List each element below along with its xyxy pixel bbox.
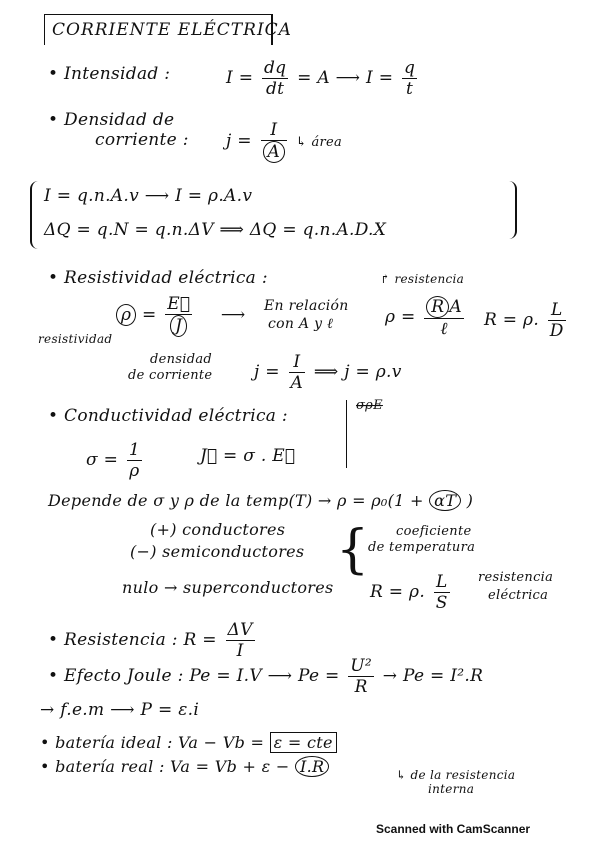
resistencia-electrica-1: resistencia <box>478 570 554 585</box>
intensidad-eq1-lhs: I = <box>226 68 254 88</box>
sigma-frac-num: 1 <box>128 440 140 460</box>
bateria-ideal-label: • batería ideal : Va − Vb = <box>40 733 265 752</box>
joule-rhs: → Pe = I².R <box>382 666 484 686</box>
densidad-area-note: ↳ área <box>295 135 343 150</box>
rho-frac-A: A <box>449 297 462 317</box>
relation-1: I = q.n.A.v ⟶ I = ρ.A.v <box>44 186 253 206</box>
densidad-note-2: de corriente <box>128 368 213 383</box>
joule-label: • Efecto Joule : Pe = I.V ⟶ Pe = <box>48 666 340 686</box>
rho-frac-den: ℓ <box>440 319 448 339</box>
resistividad-arrow: ⟶ <box>220 305 246 325</box>
resistencia-frac-den: I <box>236 641 244 661</box>
bateria-real-line <box>40 756 329 777</box>
j-equation <box>254 352 402 393</box>
rho-frac-R: R <box>426 296 449 318</box>
resistividad-side-note: resistividad <box>38 332 113 346</box>
j-eq-lhs: j = <box>254 362 280 382</box>
bateria-ideal-box: ε = cte <box>270 732 337 753</box>
resistividad-eq: = <box>142 305 157 325</box>
bateria-real-circled: I.R <box>295 756 329 777</box>
j-frac-num: I <box>289 352 306 373</box>
page-title: CORRIENTE ELÉCTRICA <box>52 20 292 40</box>
J-equation: J⃗ = σ . E⃗ <box>200 446 296 466</box>
conductores: (+) conductores <box>150 520 286 539</box>
intensidad-frac1-den: dt <box>266 79 285 99</box>
interna-note-1: ↳ de la resistencia <box>396 768 516 782</box>
j-frac <box>289 352 306 393</box>
intensidad-frac2 <box>402 58 417 99</box>
resistividad-frac-num: E⃗ <box>167 294 191 314</box>
rho-equation <box>385 296 467 339</box>
R-rho-eq-lhs: R = ρ. <box>370 582 426 602</box>
conductividad-divider <box>346 400 347 468</box>
right-brace <box>505 181 517 239</box>
left-brace <box>30 181 42 249</box>
rho-frac <box>424 296 464 339</box>
bateria-real-label: • batería real : Va = Vb + ε − <box>40 757 290 776</box>
densidad-label-1: • Densidad de <box>48 110 175 130</box>
joule-frac <box>348 656 374 697</box>
intensidad-equation <box>226 58 420 99</box>
intensidad-frac1-num: dq <box>263 58 287 78</box>
conductividad-label: • Conductividad eléctrica : <box>48 406 288 426</box>
densidad-frac <box>261 120 288 163</box>
sigma-frac <box>127 440 142 481</box>
R-rho-frac-num: L <box>434 572 450 593</box>
resistividad-frac <box>165 294 192 337</box>
R-rho-frac-den: S <box>435 593 448 613</box>
fem-line: → f.e.m ⟶ P = ε.i <box>40 700 200 720</box>
depende-circled: αT <box>429 490 461 511</box>
densidad-frac-den: A <box>263 141 286 163</box>
relacion-2: con A y ℓ <box>268 316 334 332</box>
resistencia-note: ↱ resistencia <box>380 272 465 286</box>
resistividad-label: • Resistividad eléctrica : <box>48 268 268 288</box>
scanner-watermark: Scanned with CamScanner <box>376 822 531 836</box>
resistividad-rho: ρ <box>116 304 136 326</box>
joule-line <box>48 656 483 697</box>
R-equation <box>484 300 569 341</box>
densidad-note-1: densidad <box>150 352 213 367</box>
R-frac <box>548 300 566 341</box>
densidad-frac-num: I <box>261 120 288 141</box>
densidad-label-2: corriente : <box>95 130 189 150</box>
coeficiente-1: coeficiente <box>396 524 472 539</box>
interna-note-2: interna <box>428 782 475 796</box>
coeficiente-2: de temperatura <box>368 540 476 555</box>
R-rho-equation <box>370 572 453 613</box>
bateria-ideal-line <box>40 732 337 753</box>
nulo-superconductores: nulo → superconductores <box>122 578 334 597</box>
densidad-equation <box>226 120 342 163</box>
resistencia-frac-num: ΔV <box>227 620 253 640</box>
resistividad-equation <box>116 294 246 337</box>
depende-line <box>48 490 473 511</box>
resistividad-frac-den: J <box>170 315 187 337</box>
intensidad-frac1 <box>262 58 288 99</box>
rho-eq-lhs: ρ = <box>385 307 416 327</box>
R-frac-den: D <box>549 321 564 341</box>
relation-2: ΔQ = q.N = q.n.ΔV ⟹ ΔQ = q.n.A.D.X <box>44 220 387 240</box>
sigma-frac-den: ρ <box>129 461 140 481</box>
intensidad-eq1-rhs: = A ⟶ I = <box>297 68 394 88</box>
intensidad-label: • Intensidad : <box>48 64 171 84</box>
depende-text: Depende de σ y ρ de la temp(T) → ρ = ρ₀(1 + <box>48 491 424 510</box>
joule-frac-den: R <box>354 677 368 697</box>
R-rho-frac <box>434 572 450 613</box>
semiconductores: (−) semiconductores <box>130 542 305 561</box>
brace-materials: { <box>336 520 370 580</box>
intensidad-frac2-num: q <box>403 58 416 78</box>
relacion-1: En relación <box>264 298 349 314</box>
depende-close: ) <box>466 491 474 510</box>
sigma-equation <box>86 440 145 481</box>
resistencia-label: • Resistencia : R = <box>48 630 217 650</box>
j-eq-rhs: ⟹ j = ρ.v <box>313 362 402 382</box>
crossed-out-text: σ̶̶ρ̶̶E̶ <box>356 398 383 413</box>
R-eq-lhs: R = ρ. <box>484 310 540 330</box>
resistencia-electrica-2: eléctrica <box>488 588 549 603</box>
resistencia-line <box>48 620 258 661</box>
j-frac-den: A <box>290 373 304 393</box>
intensidad-frac2-den: t <box>405 79 414 99</box>
densidad-eq-lhs: j = <box>226 131 252 151</box>
resistencia-frac <box>226 620 255 661</box>
sigma-eq-lhs: σ = <box>86 450 119 470</box>
R-frac-num: L <box>548 300 566 321</box>
joule-frac-num: U² <box>350 656 373 676</box>
